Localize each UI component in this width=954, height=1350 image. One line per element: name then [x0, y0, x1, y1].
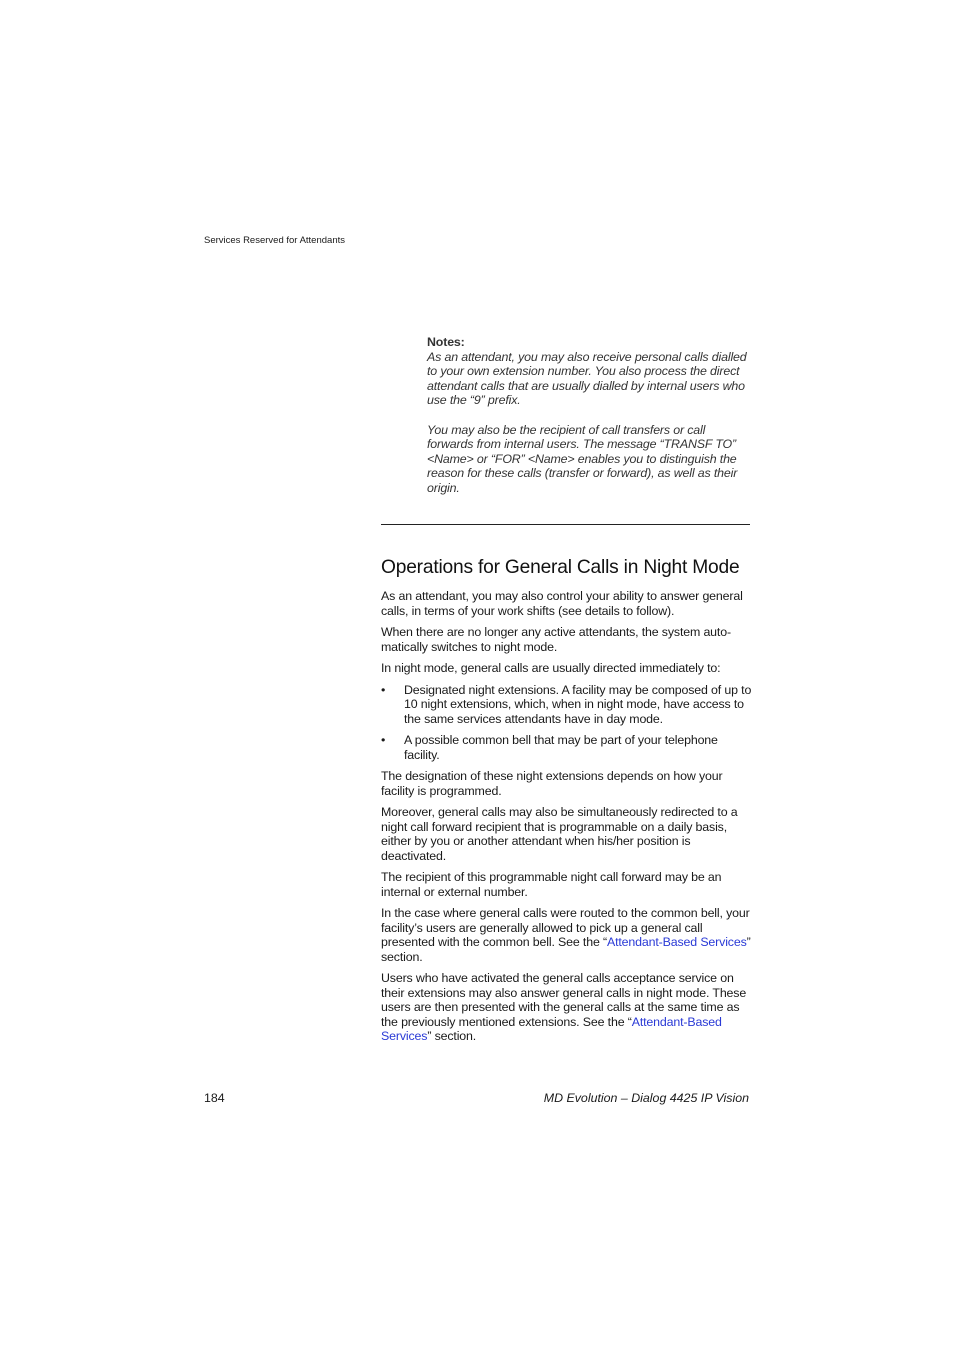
list-item-text: A possible common bell that may be part of your telephone facility. — [404, 733, 718, 762]
paragraph-text: In the case where general calls were routed to the common bell, your facility’s users are generally allowed to pick up a general call presented with the common bell. See the “ — [381, 906, 750, 949]
document-title: MD Evolution – Dialog 4425 IP Vision — [543, 1091, 749, 1105]
paragraph-text: Users who have activated the general calls acceptance service on their extensions may also answer general calls in night mode. These users are then presented with the general calls at the same time as the previously mentioned extensions. See the “ — [381, 971, 747, 1029]
body-paragraph: Moreover, general calls may also be simultaneously redirected to a night call forward recipient that is programmable on a daily basis, either by you or another attendant when his/her position is deactivated. — [381, 805, 738, 863]
body-paragraph: In night mode, general calls are usually directed immediately to: — [381, 661, 721, 675]
bullet-icon: • — [381, 733, 386, 747]
running-header: Services Reserved for Attendants — [204, 235, 345, 246]
list-item — [381, 733, 753, 762]
note-paragraph: You may also be the recipient of call transfers or call forwards from internal users. The message “TRANSF TO” <Name> or “FOR” <Name> enables you to distinguish the reason for these calls (transfer or forward), as well as their origin. — [427, 422, 738, 495]
body-paragraph: The recipient of this programmable night call forward may be an internal or external number. — [381, 870, 722, 899]
notes-title: Notes: — [427, 335, 465, 349]
body-paragraph: When there are no longer any active attendants, the system auto-matically switches to night mode. — [381, 625, 731, 654]
body-paragraph: As an attendant, you may also control your ability to answer general calls, in terms of your work shifts (see details to follow). — [381, 589, 743, 618]
page-number: 184 — [204, 1091, 225, 1105]
section-divider — [381, 524, 750, 525]
bullet-list — [381, 683, 753, 763]
note-paragraph: As an attendant, you may also receive personal calls dialled to your own extension number. You also process the direct attendant calls that are usually dialled by internal users who use the “9” prefix. — [427, 349, 747, 408]
paragraph-text: ” section. — [381, 935, 751, 964]
list-item-text: Designated night extensions. A facility may be composed of up to 10 night extensions, which, when in night mode, have access to the same services attendants have in day mode. — [404, 682, 752, 726]
section-body — [381, 556, 753, 1051]
section-heading: Operations for General Calls in Night Mode — [381, 557, 740, 578]
body-paragraph: The designation of these night extensions depends on how your facility is programmed. — [381, 769, 723, 798]
attendant-based-services-link[interactable]: Attendant-Based Services — [381, 1014, 722, 1043]
paragraph-text: ” section. — [427, 1029, 477, 1043]
notes-box — [427, 335, 751, 496]
body-paragraph — [381, 906, 753, 964]
list-item — [381, 683, 753, 727]
body-paragraph — [381, 971, 753, 1044]
attendant-based-services-link[interactable]: Attendant-Based Services — [606, 935, 747, 949]
bullet-icon: • — [381, 682, 386, 697]
